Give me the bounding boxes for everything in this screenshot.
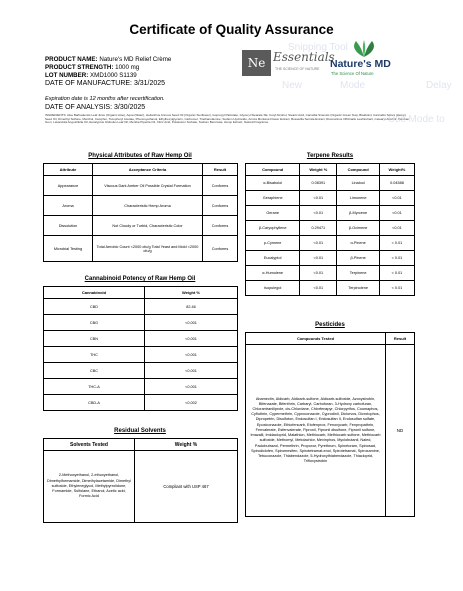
terpene-title: Terpene Results	[306, 153, 354, 159]
table-cell: Linalool	[337, 176, 380, 191]
pesticides-col-compounds: Compounds Tested	[246, 333, 386, 345]
table-cell: Isopulegol	[246, 281, 300, 296]
essentials-logo-text: Essentials	[273, 50, 335, 64]
table-cell: <0.001	[145, 315, 238, 331]
ghost-new: New	[282, 80, 303, 91]
residual-result: Compliant with USP 467	[135, 451, 238, 523]
table-cell: Not Cloudy or Turbid, Characteristic Color	[93, 216, 203, 236]
table-row	[44, 347, 238, 363]
pesticides-header-row	[246, 333, 415, 345]
table-cell: α-Pinene	[337, 236, 380, 251]
table-row	[44, 379, 238, 395]
manufacture-date-line	[45, 80, 165, 87]
table-cell: <0.01	[379, 206, 414, 221]
table-cell: <0.01	[300, 266, 337, 281]
table-row	[246, 176, 415, 191]
table-cell: Microbial Testing	[44, 236, 93, 262]
table-row	[44, 315, 238, 331]
cannabinoid-col-name: Cannabinoid	[44, 287, 145, 299]
manufacture-date-value: 3/31/2025	[133, 80, 166, 87]
physical-title: Physical Attributes of Raw Hemp Oil	[88, 153, 192, 159]
table-cell: <0.01	[379, 191, 414, 206]
table-row	[246, 221, 415, 236]
natures-md-tagline: The Science Of Nature	[331, 71, 374, 76]
table-row	[44, 216, 238, 236]
manufacture-date-label: DATE OF MANUFACTURE:	[45, 80, 132, 87]
table-row	[44, 395, 238, 411]
table-cell: Conforms	[203, 236, 238, 262]
table-cell: <0.01	[300, 191, 337, 206]
ghost-hint: Use Mode to	[388, 114, 445, 125]
table-cell: β-Caryophyllene	[246, 221, 300, 236]
pesticides-compound-list: Abamectin, Aldicarb, Aldicarb-sulfone, Aldicarb-sulfoxide, Azoxystrobin, Bifenazate, Bifenthrin, Carbaryl, Carbofuran, 3-Hydroxy carbofuran, Chlorantraniliprole, cis-Chlordane, Chlorfenapyr, Chlorpyrifos, Coumaphos, Cyfluthrin, Cypermethrin, Cyproconazole, Cyprodinil, Diclorvos, Dicrotophos, Dipropetrin, Disulfoton, Endosulfan I, Endosulfan II, Endosulfan sulfate, Epoxiconazole, Ethiofencarb, Etofenprox, Fenoxycarb, Fenpropathrin, Fenvalerate, Esfenvalerate, Fipronil, Fipronil disulfone, Fipronil sulfone, Imazalil, Imidacloprid, Malathion, Methiocarb, Methiocarb sulfone, Methiocarb sulfoxide, Methomyl, Metolachlor, Mevinphos, Myclobutanil, Naled, Paclobutrazol, Permethrin, Propoxur, Pyrethrum, Spinetoram, Spinosad, Spirodiclofen, Spiromesifen, Spirotetramat-enol, Spirotetramat, Spiroxamine, Tebuconazole, Thiabendazole, 5-Hydroxythiabendazole, Thiacloprid, Trifloxystrobin	[246, 345, 386, 517]
table-cell: <0.001	[145, 331, 238, 347]
table-cell: <0.01	[300, 281, 337, 296]
pesticides-result: ND	[386, 345, 415, 517]
terpene-col-compound-2: Compound	[337, 164, 380, 176]
table-cell: Viscous Dark Amber Oil Possible Crystal Formation	[93, 176, 203, 196]
table-row	[44, 196, 238, 216]
table-cell: Eucalyptol	[246, 251, 300, 266]
product-strength-label: PRODUCT STRENGTH:	[45, 64, 114, 71]
table-row	[246, 251, 415, 266]
table-cell: <0.001	[145, 379, 238, 395]
table-cell: Terpinene	[337, 266, 380, 281]
physical-col-result: Result	[203, 164, 238, 176]
table-cell: CBC	[44, 363, 145, 379]
pesticides-table	[245, 332, 415, 517]
residual-col-solvents: Solvents Tested	[44, 439, 135, 451]
analysis-date-line	[45, 104, 145, 111]
table-cell: Conforms	[203, 196, 238, 216]
essentials-logo-tagline: THE SCIENCE OF NATURE	[275, 67, 320, 71]
table-cell: Total Aerobic Count <2000 cfu/g Total Yeast and Mold <2000 cfu/g	[93, 236, 203, 262]
ghost-mode: Mode	[340, 80, 366, 91]
cannabinoid-table	[43, 286, 238, 411]
physical-table	[43, 163, 238, 262]
table-cell: α-Bisabolol	[246, 176, 300, 191]
table-cell: <0.01	[379, 221, 414, 236]
table-row	[44, 176, 238, 196]
residual-table	[43, 438, 238, 523]
table-cell: 0.08391	[300, 176, 337, 191]
table-cell: <0.01	[300, 206, 337, 221]
table-row	[44, 331, 238, 347]
cannabinoid-title: Cannabinoid Potency of Raw Hemp Oil	[84, 276, 196, 282]
physical-col-criteria: Acceptance Criteria	[93, 164, 203, 176]
table-row	[246, 281, 415, 296]
table-cell: CBD-A	[44, 395, 145, 411]
lot-number-label: LOT NUMBER:	[45, 72, 89, 79]
product-strength-value: 1000 mg	[115, 64, 140, 71]
table-cell: Terpinolene	[337, 281, 380, 296]
product-name-label: PRODUCT NAME:	[45, 56, 98, 63]
table-cell: <0.001	[145, 363, 238, 379]
table-cell: < 0.01	[379, 251, 414, 266]
table-cell: <0.001	[145, 347, 238, 363]
pesticides-col-result: Result	[386, 333, 415, 345]
physical-col-attribute: Attribute	[44, 164, 93, 176]
table-cell: Aroma	[44, 196, 93, 216]
table-cell: CBG	[44, 315, 145, 331]
table-cell: Conforms	[203, 216, 238, 236]
table-row	[246, 266, 415, 281]
terpene-col-weight-1: Weight %	[300, 164, 337, 176]
table-cell: THC	[44, 347, 145, 363]
table-row	[246, 191, 415, 206]
terpene-col-compound-1: Compound	[246, 164, 300, 176]
table-cell: < 0.01	[379, 236, 414, 251]
table-cell: Characteristic Hemp Aroma	[93, 196, 203, 216]
table-row	[246, 236, 415, 251]
table-cell: CBD	[44, 299, 145, 315]
table-cell: Limonene	[337, 191, 380, 206]
residual-col-weight: Weight %	[135, 439, 238, 451]
ghost-delay: Delay	[426, 80, 452, 91]
table-cell: < 0.01	[379, 266, 414, 281]
terpene-col-weight-2: Weight%	[379, 164, 414, 176]
product-name-line	[45, 56, 171, 63]
table-cell: THC-A	[44, 379, 145, 395]
essentials-logo-mark: Ne	[242, 50, 271, 76]
table-row	[246, 206, 415, 221]
table-cell: CBN	[44, 331, 145, 347]
terpene-table	[245, 163, 415, 296]
table-cell: p-Cymene	[246, 236, 300, 251]
lot-number-value: XMD1000 S1139	[90, 72, 137, 79]
residual-title: Residual Solvents	[114, 428, 166, 434]
table-row	[44, 363, 238, 379]
table-row	[44, 299, 238, 315]
product-name-value: Nature's MD Relief Crème	[99, 56, 172, 63]
table-row	[44, 451, 238, 523]
table-cell: β-Pinene	[337, 251, 380, 266]
table-cell: β-Myrcene	[337, 206, 380, 221]
residual-solvent-list: 2-Methoxyethanol, 2-ethoxyethanol, Dimethylformamide, Dimethylacetamide, Dimethyl sulfoxide, Ethyleneglycol, Methylpyrrolidone, Formamide, Sulfolane, Ethanol, Acetic acid, Formic Acid	[44, 451, 135, 523]
table-cell: Dissolution	[44, 216, 93, 236]
ingredients-text: INGREDIENTS: Aloe Barbadensis Leaf Juice (Organic Aloe), Aqua (Water), Helianthus Annuus Seed Oil (Organic Sunflower), Isopropyl Palmitate, Glyceryl Stearate SE, Cetyl Alcohol, Stearic Acid, Camellia Sinensis (Organic Green Tea), Bisabolol, Cannabis Sativa (Hemp) Seed Oil, Dimethyl Sulfone, Menthol, Camphor, Tocopheryl Acetate, Phenoxyethanol, Ethylhexylglycerin, Carbomer, Triethanolamine, Sodium Hydroxide, Arnica Montana Flower Extract, Boswellia Serrata Extract, Rosmarinus Officinalis Leaf Extract, Cetearyl Alcohol, Xanthan Gum, Lavandula Angustifolia Oil, Eucalyptus Globulus Leaf Oil, Mentha Piperita Oil, Citric Acid, Potassium Sorbate, Sodium Benzoate, Hemp Extract, Natural Fragrance.	[45, 113, 410, 125]
table-cell: <0.01	[300, 251, 337, 266]
table-cell: Gerane	[246, 206, 300, 221]
analysis-date-value: 3/30/2025	[114, 104, 146, 111]
terpene-header-row	[246, 164, 415, 176]
table-cell: 0.04588	[379, 176, 414, 191]
cannabinoid-col-weight: Weight %	[145, 287, 238, 299]
table-cell: β-Ocimene	[337, 221, 380, 236]
ghost-title: Snipping Tool	[288, 42, 348, 53]
pesticides-title: Pesticides	[315, 322, 345, 328]
natures-md-logo-text: Nature's MD	[330, 58, 391, 70]
table-cell: <0.002	[145, 395, 238, 411]
table-cell: 0.29471	[300, 221, 337, 236]
table-cell: Geraphiene	[246, 191, 300, 206]
expiration-note: Expiration date is 12 months after recertification.	[45, 96, 165, 102]
page-title: Certificate of Quality Assurance	[129, 22, 334, 37]
residual-header-row	[44, 439, 238, 451]
table-cell: <0.01	[300, 236, 337, 251]
table-cell: < 0.01	[379, 281, 414, 296]
analysis-date-label: DATE OF ANALYSIS:	[45, 104, 113, 111]
physical-header-row	[44, 164, 238, 176]
table-cell: 82.46	[145, 299, 238, 315]
table-row	[246, 345, 415, 517]
table-cell: Appearance	[44, 176, 93, 196]
table-cell: Conforms	[203, 176, 238, 196]
product-strength-line	[45, 64, 139, 71]
leaf-icon	[350, 40, 378, 58]
cannabinoid-header-row	[44, 287, 238, 299]
table-cell: α-Humulene	[246, 266, 300, 281]
table-row	[44, 236, 238, 262]
lot-number-line	[45, 72, 137, 79]
